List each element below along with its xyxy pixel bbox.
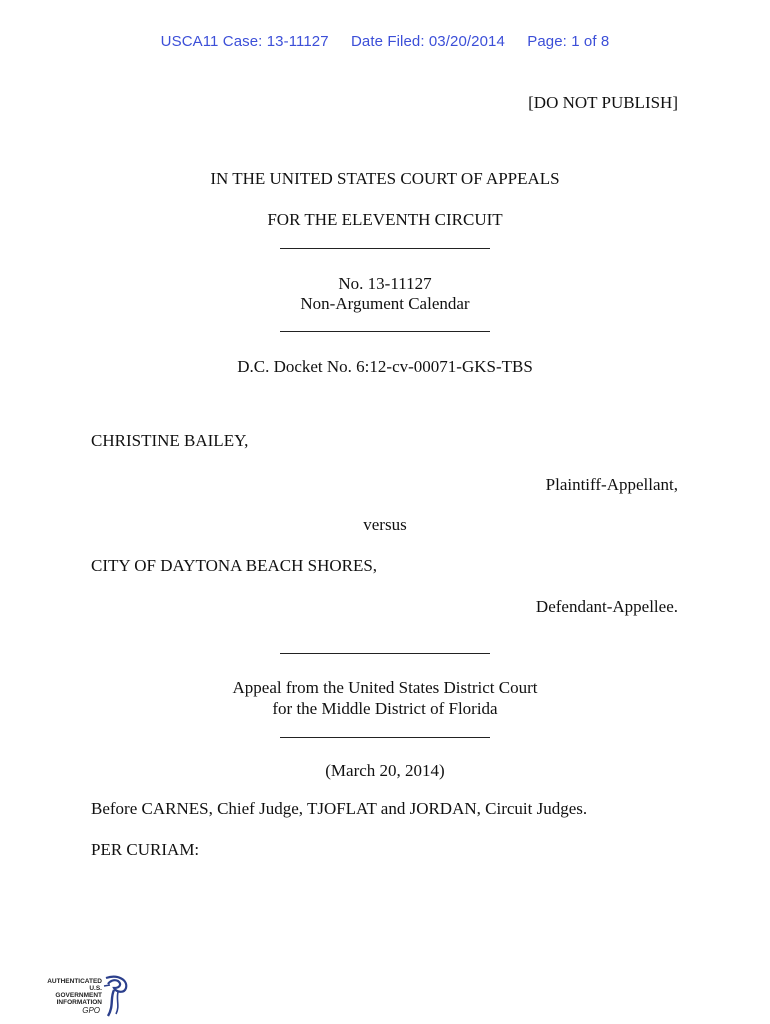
page-count-stamp: Page: 1 of 8 bbox=[527, 33, 610, 50]
plaintiff-name: CHRISTINE BAILEY, bbox=[91, 431, 249, 450]
divider-rule bbox=[280, 248, 490, 249]
gpo-badge-line: AUTHENTICATED bbox=[47, 978, 102, 985]
calendar-type: Non-Argument Calendar bbox=[300, 294, 470, 313]
court-title: IN THE UNITED STATES COURT OF APPEALS bbox=[210, 169, 560, 188]
publish-note: [DO NOT PUBLISH] bbox=[528, 93, 678, 112]
divider-rule bbox=[280, 653, 490, 654]
versus-label: versus bbox=[363, 515, 407, 534]
judicial-panel: Before CARNES, Chief Judge, TJOFLAT and JORDAN, Circuit Judges. bbox=[91, 799, 588, 818]
case-stamp: USCA11 Case: 13-11127 bbox=[160, 33, 329, 50]
appeal-district: for the Middle District of Florida bbox=[272, 699, 498, 718]
filing-header-stamp bbox=[0, 33, 770, 50]
gpo-badge-line: U.S. GOVERNMENT bbox=[55, 985, 102, 999]
plaintiff-role: Plaintiff-Appellant, bbox=[545, 475, 678, 494]
circuit-title: FOR THE ELEVENTH CIRCUIT bbox=[267, 210, 503, 229]
gpo-badge-mark: GPO bbox=[82, 1006, 100, 1015]
decision-date: (March 20, 2014) bbox=[325, 761, 445, 780]
per-curiam-heading: PER CURIAM: bbox=[91, 840, 200, 859]
defendant-role: Defendant-Appellee. bbox=[535, 597, 678, 616]
defendant-name: CITY OF DAYTONA BEACH SHORES, bbox=[91, 556, 378, 575]
divider-rule bbox=[280, 737, 490, 738]
docket-number: D.C. Docket No. 6:12-cv-00071-GKS-TBS bbox=[237, 357, 533, 376]
gpo-badge-line: INFORMATION bbox=[56, 999, 102, 1006]
case-number: No. 13-11127 bbox=[338, 274, 432, 293]
date-filed-stamp: Date Filed: 03/20/2014 bbox=[350, 33, 505, 50]
divider-rule bbox=[280, 331, 490, 332]
appeal-origin: Appeal from the United States District Court bbox=[232, 678, 538, 697]
